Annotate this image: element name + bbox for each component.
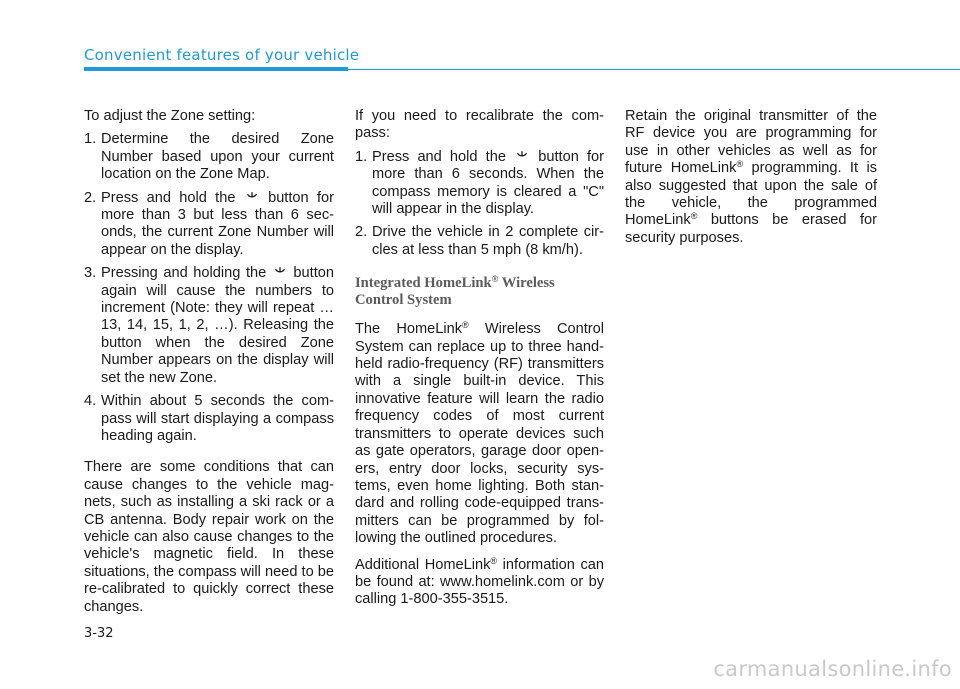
compass-button-icon bbox=[514, 150, 530, 162]
step-number: 2. bbox=[84, 189, 97, 206]
page-number: 3-32 bbox=[84, 626, 114, 641]
header-title: Convenient features of your vehicle bbox=[84, 46, 360, 64]
step-text-post: button for more than 3 but less than 6 seconds, the current Zone Number will appear on the display. bbox=[101, 189, 334, 258]
zone-step-4 bbox=[84, 393, 334, 445]
step-text: Drive the vehicle in 2 complete circles at less than 5 mph (8 km/h). bbox=[372, 224, 604, 258]
text-span: programming. It is also suggested that upon the sale of the vehicle, the programmed HomeLink bbox=[625, 160, 877, 229]
step-number: 1. bbox=[84, 131, 97, 148]
registered-mark: ® bbox=[462, 320, 469, 331]
text-span: The HomeLink bbox=[355, 321, 463, 338]
header-rule-thick bbox=[84, 67, 348, 71]
zone-intro: To adjust the Zone setting: bbox=[84, 108, 256, 124]
homelink-description bbox=[355, 321, 604, 547]
step-text-pre: Press and hold the bbox=[372, 148, 506, 165]
step-text-post: button again will cause the numbers to increment (Note: they will repeat …13, 14, 15, 1, 2, …). Releasing the button when the desired Zone Number appears on the display will set the new Zone. bbox=[101, 265, 334, 386]
heading-text: Integrated HomeLink bbox=[355, 275, 492, 292]
homelink-heading bbox=[355, 275, 604, 309]
column-3 bbox=[625, 108, 877, 256]
registered-mark: ® bbox=[690, 211, 698, 222]
conditions-paragraph: There are some conditions that can cause changes to the vehicle magnets, such as installing a ski rack or a CB antenna. Body repair work on the vehicle can also cause changes to the vehicle's magnetic field. In these situations, the compass will need to be re-calibrated to quickly correct these changes. bbox=[84, 459, 334, 615]
recalibrate-step-1 bbox=[355, 149, 604, 219]
registered-mark: ® bbox=[490, 555, 498, 566]
registered-mark: ® bbox=[491, 274, 499, 285]
step-text-pre: Press and hold the bbox=[101, 189, 236, 206]
homelink-additional-info bbox=[355, 557, 604, 609]
text-span: Wireless Control System can replace up to three handheld radio-frequency (RF) transmitters with a single built-in device. This innovative feature will learn the radio frequency codes of most current transmitters to operate devices such as gate operators, garage door openers, entry door locks, security systems, even home lighting. Both standard and rolling code-equipped transmitters can be programmed by following the outlined procedures. bbox=[355, 321, 605, 547]
registered-mark: ® bbox=[736, 159, 744, 170]
step-text: Within about 5 seconds the compass will start displaying a compass heading again. bbox=[101, 393, 334, 444]
step-text-pre: Pressing and holding the bbox=[101, 265, 267, 282]
step-text-post: button for more than 6 seconds. When the compass memory is cleared a "C" will appear in the display. bbox=[372, 148, 604, 218]
step-number: 3. bbox=[84, 265, 97, 282]
header-rule-thin bbox=[348, 69, 960, 70]
column-2 bbox=[355, 108, 604, 618]
retain-transmitter-paragraph bbox=[625, 108, 877, 247]
zone-step-3 bbox=[84, 265, 334, 387]
recalibrate-steps bbox=[355, 149, 604, 259]
text-span: information can be found at: www.homelink.com or by calling 1-800-355-3515. bbox=[355, 556, 604, 608]
text-span: Retain the original transmitter of the RF device you are programming for use in other vehicles as well as for future HomeLink bbox=[625, 108, 877, 177]
step-number: 1. bbox=[355, 148, 368, 165]
compass-button-icon bbox=[244, 191, 260, 203]
recalibrate-intro: If you need to recalibrate the compass: bbox=[355, 108, 604, 142]
text-span: Additional HomeLink bbox=[355, 556, 491, 573]
heading-text-rest: Wireless Control System bbox=[355, 275, 555, 309]
step-text: Determine the desired Zone Number based upon your current location on the Zone Map. bbox=[101, 131, 334, 183]
column-1 bbox=[84, 108, 334, 625]
recalibrate-step-2 bbox=[355, 224, 604, 259]
compass-button-icon bbox=[272, 266, 288, 278]
watermark: carmanualsonline.info bbox=[713, 657, 952, 681]
zone-step-1 bbox=[84, 131, 334, 183]
step-number: 4. bbox=[84, 393, 97, 410]
text-span: buttons be erased for security purposes. bbox=[625, 212, 877, 246]
zone-step-2 bbox=[84, 190, 334, 260]
zone-steps bbox=[84, 131, 334, 445]
step-number: 2. bbox=[355, 224, 368, 241]
